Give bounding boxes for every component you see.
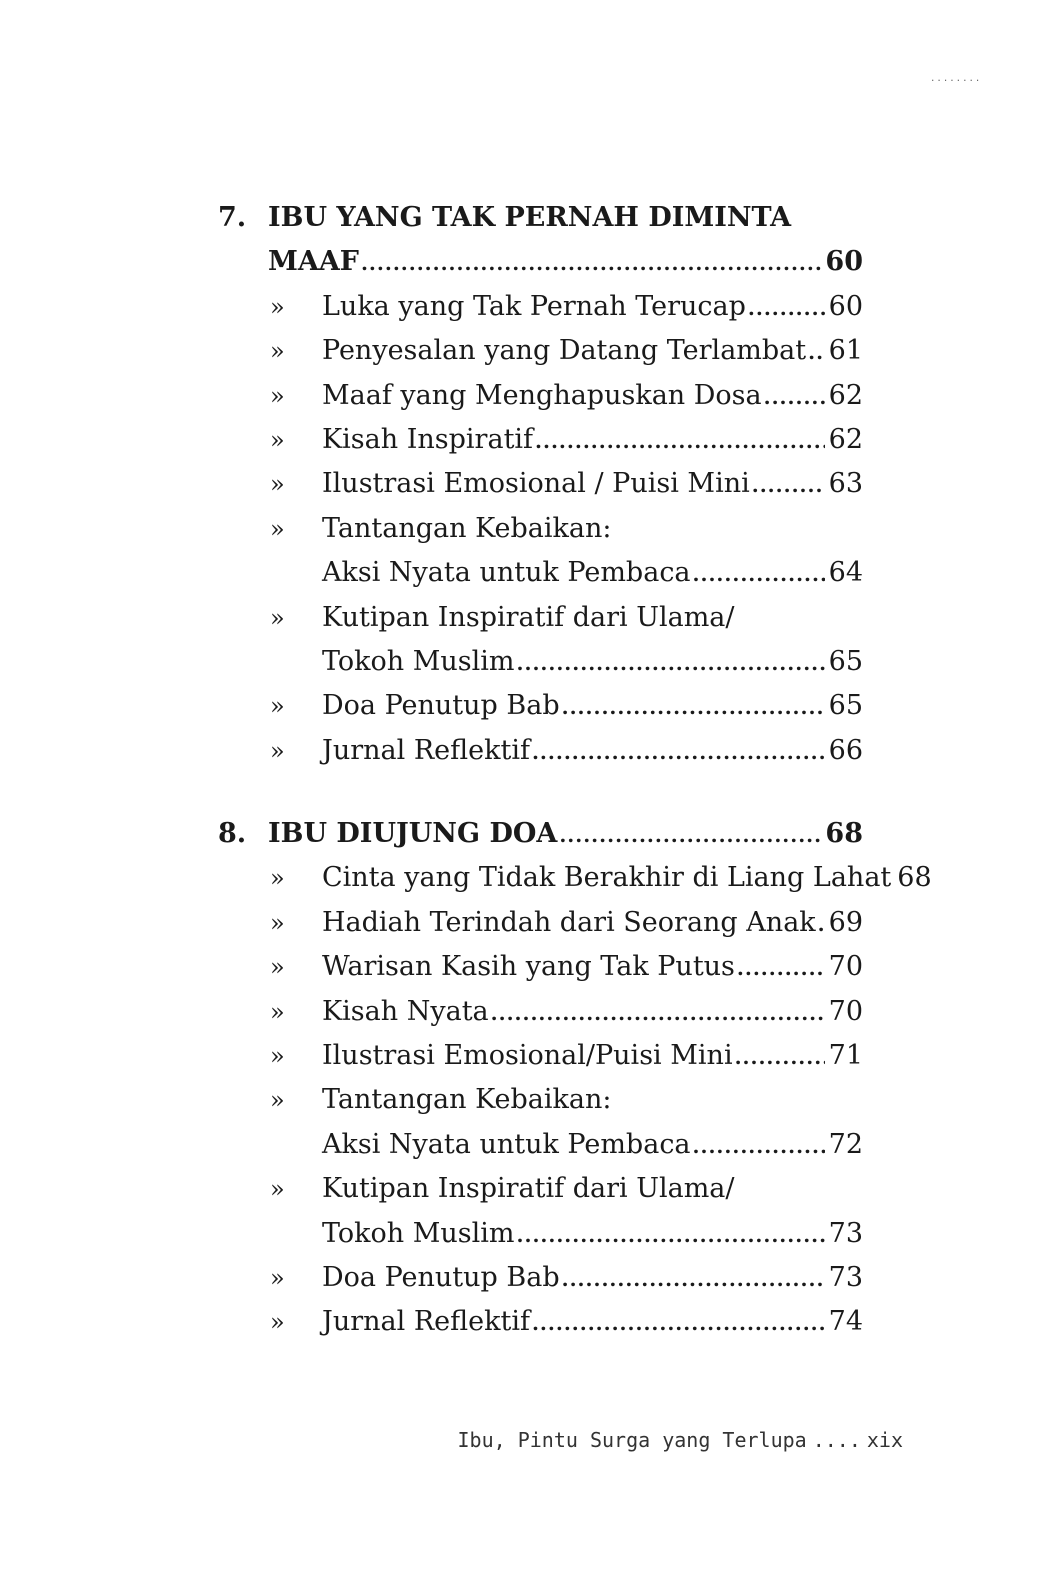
leader-dots [808, 330, 825, 374]
toc-item-page-number: 70 [828, 951, 863, 983]
toc-item-title: Jurnal Reflektif [322, 1306, 530, 1338]
leader-dots [361, 241, 821, 285]
bullet-glyph: » [270, 1308, 285, 1337]
toc-item [0, 1212, 1063, 1256]
toc-item-leader [322, 418, 863, 463]
chapter-title-line: MAAF [268, 246, 359, 278]
leader-dots [693, 552, 825, 596]
bullet-glyph: » [270, 736, 285, 765]
toc-item-leader [322, 729, 863, 774]
toc-item-page-number: 65 [828, 646, 863, 677]
toc-item [0, 856, 1063, 900]
chapter-heading [0, 812, 1063, 856]
toc-item-title: Doa Penutup Bab [322, 1262, 560, 1293]
toc-item-leader [322, 1300, 863, 1345]
bullet-glyph: » [270, 953, 285, 982]
toc-item-page-number: 66 [828, 734, 863, 766]
chapter-title-leader [268, 240, 863, 285]
bullet-glyph: » [270, 692, 285, 721]
toc-item [0, 990, 1063, 1034]
chapter-page-number: 68 [825, 818, 863, 849]
toc-item [0, 374, 1063, 418]
toc-item-title: Maaf yang Menghapuskan Dosa [322, 379, 762, 411]
toc-item [0, 945, 1063, 989]
footer-separator: .... [812, 1428, 861, 1452]
toc-item-title: Hadiah Terindah dari Seorang Anak [322, 906, 816, 938]
toc-item-page-number: 65 [828, 690, 863, 722]
leader-dots [532, 730, 825, 774]
toc-item-leader [322, 285, 863, 330]
toc-item-page-number: 74 [828, 1306, 863, 1338]
toc-item-leader [322, 1123, 863, 1168]
toc-item-page-number: 62 [828, 379, 863, 411]
bullet-glyph: » [270, 1264, 285, 1292]
leader-dots [748, 286, 825, 330]
toc-item [0, 1034, 1063, 1078]
toc-item [0, 729, 1063, 773]
footer-page-number: xix [866, 1428, 903, 1452]
leader-dots [491, 991, 825, 1035]
toc-item-title: Tokoh Muslim [322, 1217, 515, 1249]
toc-item [0, 418, 1063, 462]
toc-item [0, 1078, 1063, 1122]
running-footer [458, 1428, 904, 1452]
bullet-glyph: » [270, 337, 285, 366]
toc-item-page-number: 61 [828, 335, 863, 367]
chapter-heading-continued [0, 240, 1063, 284]
toc-item-title: Tantangan Kebaikan: [322, 512, 612, 544]
leader-dots [532, 1301, 825, 1345]
bullet-glyph: » [270, 426, 285, 454]
toc-item-leader [322, 1212, 863, 1257]
toc-item-title: Aksi Nyata untuk Pembaca [322, 557, 691, 589]
toc-item [0, 640, 1063, 684]
toc-item-title: Luka yang Tak Pernah Terucap [322, 290, 746, 322]
toc-item-title: Jurnal Reflektif [322, 734, 530, 766]
toc-item-page-number: 72 [828, 1128, 863, 1160]
toc-item-page-number: 70 [828, 995, 863, 1027]
toc-item-leader [322, 684, 863, 729]
leader-dots [735, 1035, 825, 1079]
bullet-glyph: » [270, 292, 285, 321]
toc-item-page-number: 73 [828, 1262, 863, 1293]
toc-item-leader [322, 640, 863, 685]
toc-item-title: Kisah Inspiratif [322, 424, 534, 455]
toc-item-page-number: 63 [828, 468, 863, 500]
toc-item [0, 684, 1063, 728]
leader-dots [764, 375, 825, 419]
toc-item-title: Kutipan Inspiratif dari Ulama/ [322, 601, 735, 633]
bullet-glyph: » [270, 908, 285, 937]
toc-item [0, 1123, 1063, 1167]
toc-item [0, 1256, 1063, 1300]
toc-item [0, 596, 1063, 640]
leader-dots [562, 1257, 825, 1301]
corner-mark: ........ [930, 74, 982, 84]
toc-item [0, 329, 1063, 373]
toc-item-page-number: 68 [897, 862, 932, 894]
chapter-title-line: IBU YANG TAK PERNAH DIMINTA [268, 202, 792, 233]
toc-item-title: Kutipan Inspiratif dari Ulama/ [322, 1173, 735, 1205]
leader-dots [559, 813, 821, 857]
toc-item [0, 507, 1063, 551]
toc-item-title: Aksi Nyata untuk Pembaca [322, 1128, 691, 1160]
leader-dots [562, 685, 825, 729]
toc-item-leader [322, 990, 863, 1035]
leader-dots [517, 641, 825, 685]
toc-item-leader [322, 329, 863, 374]
bullet-glyph: » [270, 864, 285, 893]
toc-item-page-number: 71 [828, 1040, 863, 1071]
chapter-title-line: IBU DIUJUNG DOA [268, 818, 558, 849]
toc-item-page-number: 73 [828, 1217, 863, 1249]
bullet-glyph: » [270, 603, 285, 632]
toc-item-leader [322, 1256, 863, 1301]
chapter-number: 8. [218, 818, 247, 849]
leader-dots [535, 419, 825, 463]
toc-item-page-number: 69 [828, 906, 863, 938]
toc-item-title: Tokoh Muslim [322, 646, 515, 677]
chapter-number: 7. [218, 202, 247, 233]
toc-item-leader [322, 901, 863, 946]
toc-item [0, 901, 1063, 945]
toc-item-leader [322, 551, 863, 596]
bullet-glyph: » [270, 1175, 285, 1204]
bullet-glyph: » [270, 514, 285, 543]
toc-item-leader [322, 856, 932, 901]
toc-item-title: Ilustrasi Emosional/Puisi Mini [322, 1040, 733, 1071]
toc-item-leader [322, 1034, 863, 1079]
toc-item-leader [322, 462, 863, 507]
toc-item-title: Tantangan Kebaikan: [322, 1084, 612, 1116]
toc-item-page-number: 62 [828, 424, 863, 455]
toc-item [0, 462, 1063, 506]
bullet-glyph: » [270, 381, 285, 410]
chapter-title-leader [268, 812, 863, 857]
footer-book-title: Ibu, Pintu Surga yang Terlupa [457, 1428, 807, 1452]
toc-item [0, 1167, 1063, 1211]
leader-dots [818, 902, 825, 946]
toc-item-page-number: 60 [828, 290, 863, 322]
toc-item-title: Penyesalan yang Datang Terlambat [322, 335, 807, 367]
toc-item-leader [322, 945, 863, 990]
leader-dots [517, 1213, 825, 1257]
toc-item-title: Cinta yang Tidak Berakhir di Liang Lahat [322, 862, 892, 894]
toc-item-leader [322, 374, 863, 419]
toc-item [0, 1300, 1063, 1344]
bullet-glyph: » [270, 997, 285, 1026]
toc-item-title: Doa Penutup Bab [322, 690, 560, 722]
bullet-glyph: » [270, 1086, 285, 1115]
leader-dots [752, 463, 825, 507]
chapter-page-number: 60 [825, 246, 863, 278]
chapter-heading [0, 196, 1063, 240]
toc-item-title: Ilustrasi Emosional / Puisi Mini [322, 468, 750, 500]
bullet-glyph: » [270, 470, 285, 499]
leader-dots [737, 946, 825, 990]
toc-item [0, 551, 1063, 595]
toc-item-title: Kisah Nyata [322, 995, 489, 1027]
bullet-glyph: » [270, 1042, 285, 1070]
toc-item [0, 285, 1063, 329]
toc-item-page-number: 64 [828, 557, 863, 589]
leader-dots [693, 1124, 825, 1168]
toc-item-title: Warisan Kasih yang Tak Putus [322, 951, 735, 983]
